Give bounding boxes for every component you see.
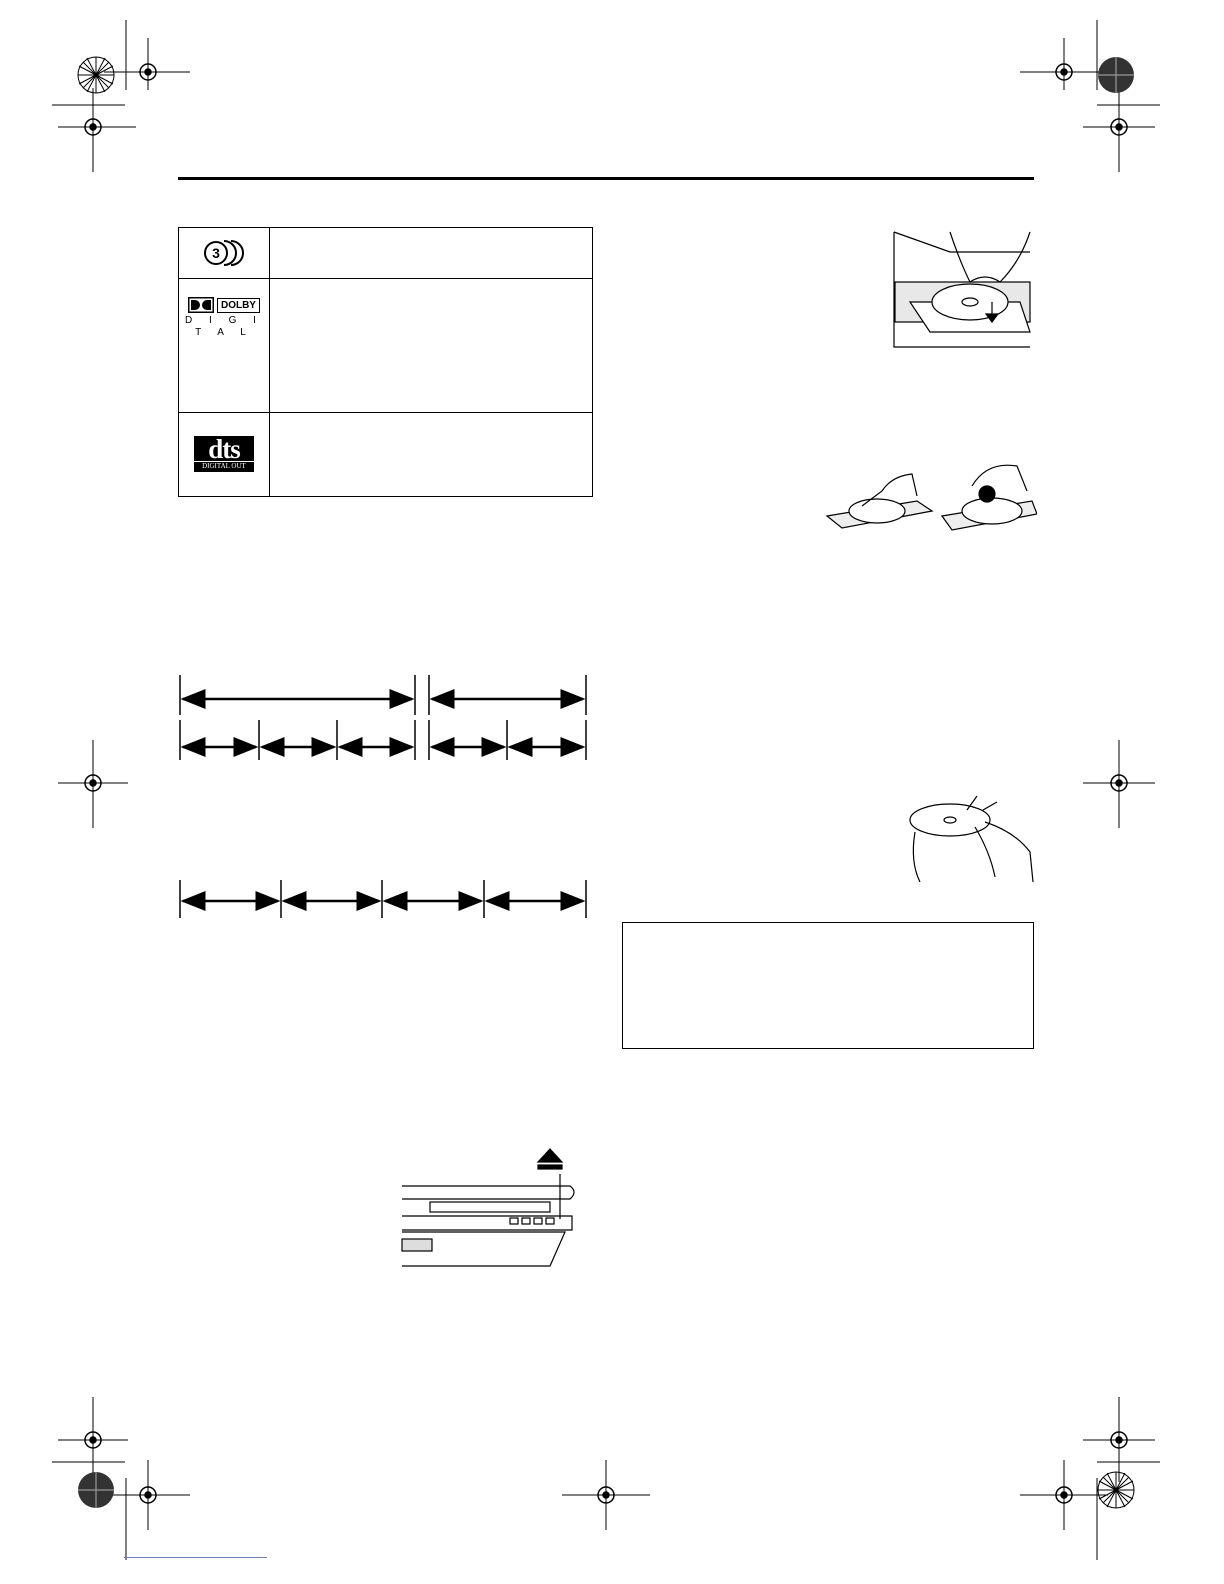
svg-text:3: 3: [212, 245, 220, 261]
logo-desc-dolby: [269, 279, 592, 413]
note-box: [622, 922, 1034, 1049]
disc-placement-illustration: [822, 456, 1037, 558]
deck-eject-illustration: [400, 1144, 580, 1269]
dts-logo-icon: dts DIGITAL OUT: [194, 436, 254, 472]
arrow-diagram-icon: [170, 665, 600, 925]
dolby-double-d-icon: [188, 297, 214, 313]
logo-cell-3d: [179, 228, 270, 279]
logo-cell-dts: [179, 413, 270, 497]
logo-desc-dts: [269, 413, 592, 497]
three-circles-logo-icon: [194, 238, 254, 268]
dolby-mark: DOLBY: [217, 298, 260, 313]
eject-icon: [538, 1149, 562, 1162]
dolby-digital-text: D I G I T A L: [185, 315, 263, 338]
disc-handling-illustration: [905, 792, 1035, 884]
disc-tray-illustration: [890, 222, 1035, 352]
logo-desc-3d: [269, 228, 592, 279]
footer-link-underline: [124, 1557, 267, 1558]
logo-table: [178, 227, 593, 497]
logo-cell-dolby: [179, 279, 270, 413]
